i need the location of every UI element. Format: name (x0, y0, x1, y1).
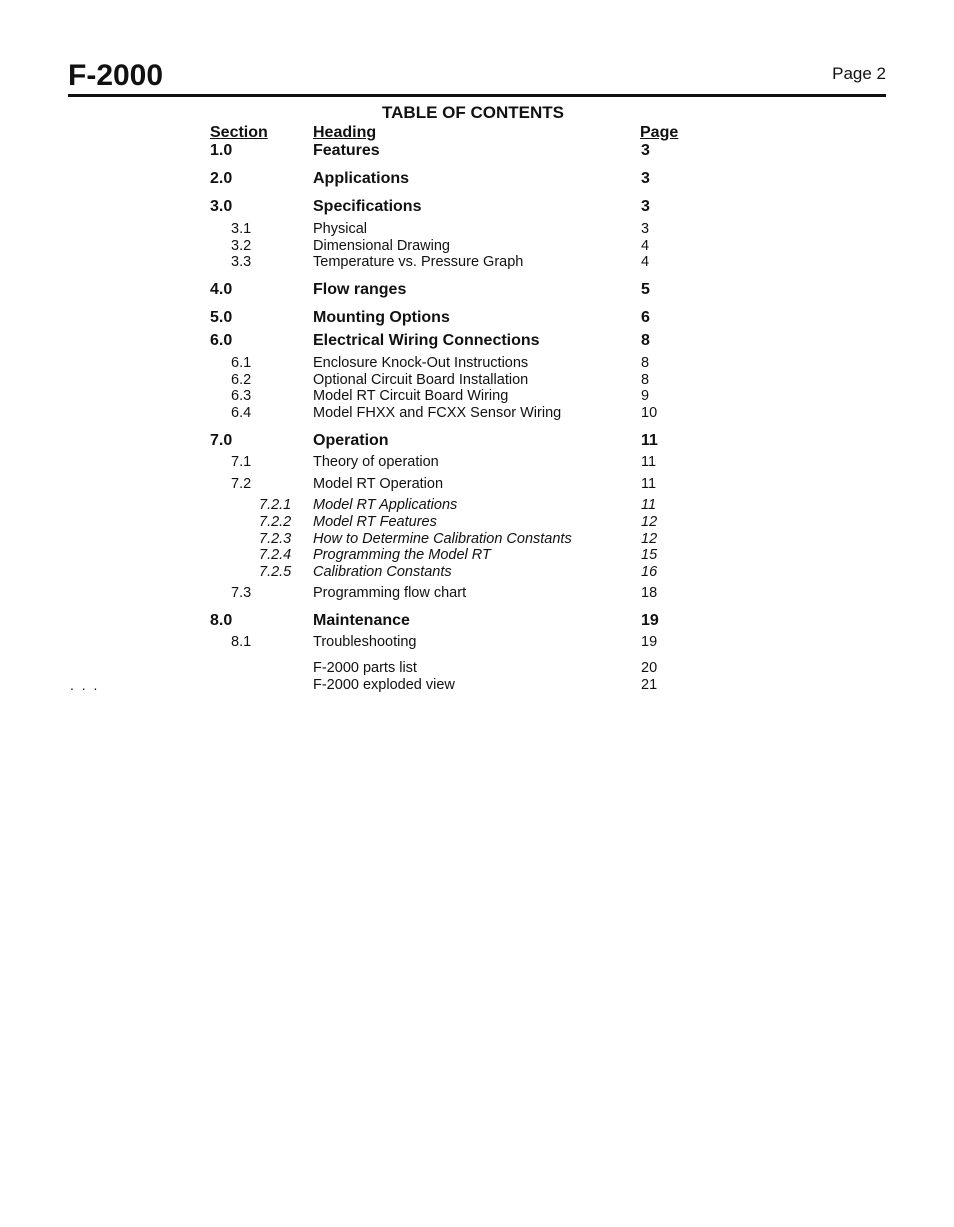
toc-section-number: 6.3 (231, 388, 252, 404)
toc-heading: Operation (313, 432, 389, 449)
header-divider (68, 94, 886, 97)
toc-section-number: 8.1 (231, 634, 252, 650)
toc-page-number: 11 (641, 454, 657, 470)
toc-section-number: 3.2 (231, 238, 252, 254)
ellipsis-marker: . . . (70, 677, 100, 693)
toc-heading: How to Determine Calibration Constants (313, 531, 572, 547)
toc-heading: Troubleshooting (313, 634, 417, 650)
toc-section-number: 7.2.5 (259, 564, 292, 580)
toc-section-number: 4.0 (210, 281, 233, 298)
toc-heading: Temperature vs. Pressure Graph (313, 254, 524, 270)
toc-row (0, 281, 954, 299)
toc-heading: Features (313, 142, 380, 159)
toc-row (0, 405, 954, 423)
toc-section-number: 7.0 (210, 432, 233, 449)
toc-page-number: 3 (641, 221, 650, 237)
toc-section-number: 7.2 (231, 476, 252, 492)
toc-section-number: 3.1 (231, 221, 252, 237)
toc-page-number: 5 (641, 281, 650, 298)
toc-column-page: Page (640, 124, 679, 141)
toc-page-number: 8 (641, 355, 650, 371)
toc-row (0, 309, 954, 327)
toc-section-number: 6.1 (231, 355, 252, 371)
toc-section-number: 8.0 (210, 612, 233, 629)
toc-section-number: 2.0 (210, 170, 233, 187)
toc-section-number: 7.2.2 (259, 514, 292, 530)
toc-page-number: 12 (641, 514, 658, 530)
toc-page-number: 11 (641, 497, 657, 513)
toc-row (0, 660, 954, 678)
toc-heading: Model RT Features (313, 514, 437, 530)
toc-column-heading: Heading (313, 124, 377, 141)
toc-page-number: 4 (641, 254, 650, 270)
toc-heading: Programming flow chart (313, 585, 467, 601)
toc-section-number: 6.2 (231, 372, 252, 388)
toc-row (0, 564, 954, 582)
toc-heading: Specifications (313, 198, 422, 215)
toc-page-number: 12 (641, 531, 658, 547)
toc-page-number: 16 (641, 564, 658, 580)
toc-row (0, 332, 954, 350)
toc-row (0, 634, 954, 652)
toc-section-number: 7.3 (231, 585, 252, 601)
toc-page-number: 3 (641, 170, 650, 187)
toc-page-number: 8 (641, 332, 650, 349)
toc-page-number: 15 (641, 547, 658, 563)
toc-section-number: 7.2.4 (259, 547, 292, 563)
toc-section-number: 6.0 (210, 332, 233, 349)
toc-heading: Optional Circuit Board Installation (313, 372, 529, 388)
toc-heading: Dimensional Drawing (313, 238, 450, 254)
toc-row (0, 388, 954, 406)
toc-heading: Maintenance (313, 612, 410, 629)
toc-heading: Model RT Circuit Board Wiring (313, 388, 509, 404)
toc-heading: Enclosure Knock-Out Instructions (313, 355, 529, 371)
toc-section-number: 1.0 (210, 142, 233, 159)
toc-heading: Flow ranges (313, 281, 407, 298)
toc-row (0, 170, 954, 188)
toc-heading: Theory of operation (313, 454, 439, 470)
toc-heading: Model RT Operation (313, 476, 444, 492)
toc-section-number: 7.1 (231, 454, 252, 470)
toc-page-number: 3 (641, 142, 650, 159)
toc-row (0, 254, 954, 272)
toc-page-number: 10 (641, 405, 658, 421)
toc-row (0, 677, 954, 695)
toc-section-number: 3.0 (210, 198, 233, 215)
toc-section-number: 6.4 (231, 405, 252, 421)
toc-heading: Mounting Options (313, 309, 450, 326)
toc-title: TABLE OF CONTENTS (382, 103, 564, 122)
toc-page-number: 9 (641, 388, 650, 404)
toc-heading: Applications (313, 170, 410, 187)
toc-row (0, 497, 954, 515)
toc-page-number: 6 (641, 309, 650, 326)
toc-row (0, 221, 954, 239)
toc-page-number: 19 (641, 634, 658, 650)
toc-page-number: 4 (641, 238, 650, 254)
toc-heading: Physical (313, 221, 367, 237)
toc-row (0, 476, 954, 494)
toc-section-number: 7.2.3 (259, 531, 292, 547)
toc-page-number: 8 (641, 372, 650, 388)
toc-heading: F-2000 exploded view (313, 677, 455, 693)
toc-page-number: 11 (641, 432, 658, 449)
toc-page-number: 21 (641, 677, 658, 693)
toc-heading: Programming the Model RT (313, 547, 491, 563)
toc-page-number: 20 (641, 660, 658, 676)
toc-page-number: 18 (641, 585, 658, 601)
toc-row (0, 612, 954, 630)
toc-page-number: 3 (641, 198, 650, 215)
toc-row (0, 432, 954, 450)
toc-row (0, 198, 954, 216)
toc-row (0, 454, 954, 472)
toc-row (0, 547, 954, 565)
toc-row (0, 355, 954, 373)
page-number: Page 2 (832, 64, 886, 83)
toc-heading: Calibration Constants (313, 564, 452, 580)
toc-section-number: 5.0 (210, 309, 233, 326)
toc-row (0, 585, 954, 603)
toc-heading: Electrical Wiring Connections (313, 332, 540, 349)
toc-row (0, 514, 954, 532)
toc-column-section: Section (210, 124, 268, 141)
toc-heading: F-2000 parts list (313, 660, 417, 676)
document-title: F-2000 (68, 59, 164, 92)
toc-page-number: 11 (641, 476, 657, 492)
toc-section-number: 7.2.1 (259, 497, 292, 513)
toc-heading: Model FHXX and FCXX Sensor Wiring (313, 405, 562, 421)
toc-section-number: 3.3 (231, 254, 252, 270)
toc-page-number: 19 (641, 612, 659, 629)
toc-row (0, 142, 954, 160)
toc-heading: Model RT Applications (313, 497, 458, 513)
